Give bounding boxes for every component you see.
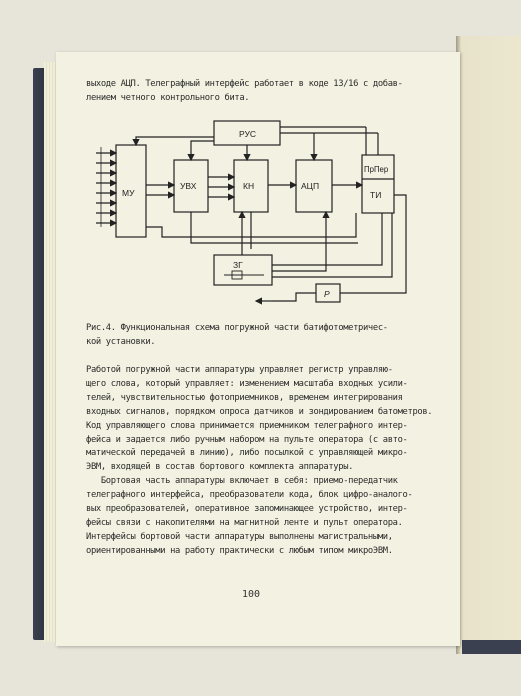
figure-caption: Рис.4. Функциональная схема погружной части батифотометричес- кой установки. xyxy=(86,323,388,347)
label-rus: РУС xyxy=(239,129,257,139)
back-cover-edge xyxy=(462,640,521,654)
body-paragraph: Работой погружной части аппаратуры управляет регистр управляю- щего слова, который управляет: изменением масштаба входных усили- телей, чувствительностью фотоприемников, временем интегрирования входных сигналов, порядком опроса датчиков и зондированием батометров. Код управляющего слова принимается приемником телеграфного интер- фейса и задается либо ручным набором на пульте оператора (с авто- матической передачей в линию), либо посылкой с управляющей микро- ЭВМ, входящей в состав бортового комплекта аппаратуры. Бортовая часть аппаратуры включает в себя: приемо-передатчик телеграфного интерфейса, преобразователи кода, блок цифро-аналого- вых преобразователей, оперативное запоминающее устройство, интер- фейсы связи с накопителями на магнитной ленте и пульт оператора. Интерфейсы бортовой части аппаратуры выполнены магистральными, ориентированными на работу практически с любым типом микроЭВМ. xyxy=(86,365,433,556)
facing-page xyxy=(456,36,521,654)
label-ti: ТИ xyxy=(370,190,382,200)
label-acp: АЦП xyxy=(301,181,320,191)
top-paragraph: выходе АЦП. Телеграфный интерфейс работает в коде 13/16 с добав- лением четного контрольного бита. xyxy=(86,79,403,103)
label-zg: ЗГ xyxy=(233,260,243,270)
block-prper-ti xyxy=(362,155,394,213)
page-number: 100 xyxy=(242,589,261,600)
book-page xyxy=(56,52,460,646)
block-zg xyxy=(214,255,272,285)
functional-diagram xyxy=(96,115,414,305)
label-prper: ПрПер xyxy=(364,165,389,174)
label-uvh: УВХ xyxy=(180,181,197,191)
label-p: P xyxy=(324,289,330,299)
label-kn: КН xyxy=(243,181,255,191)
label-mu: МУ xyxy=(122,188,135,198)
